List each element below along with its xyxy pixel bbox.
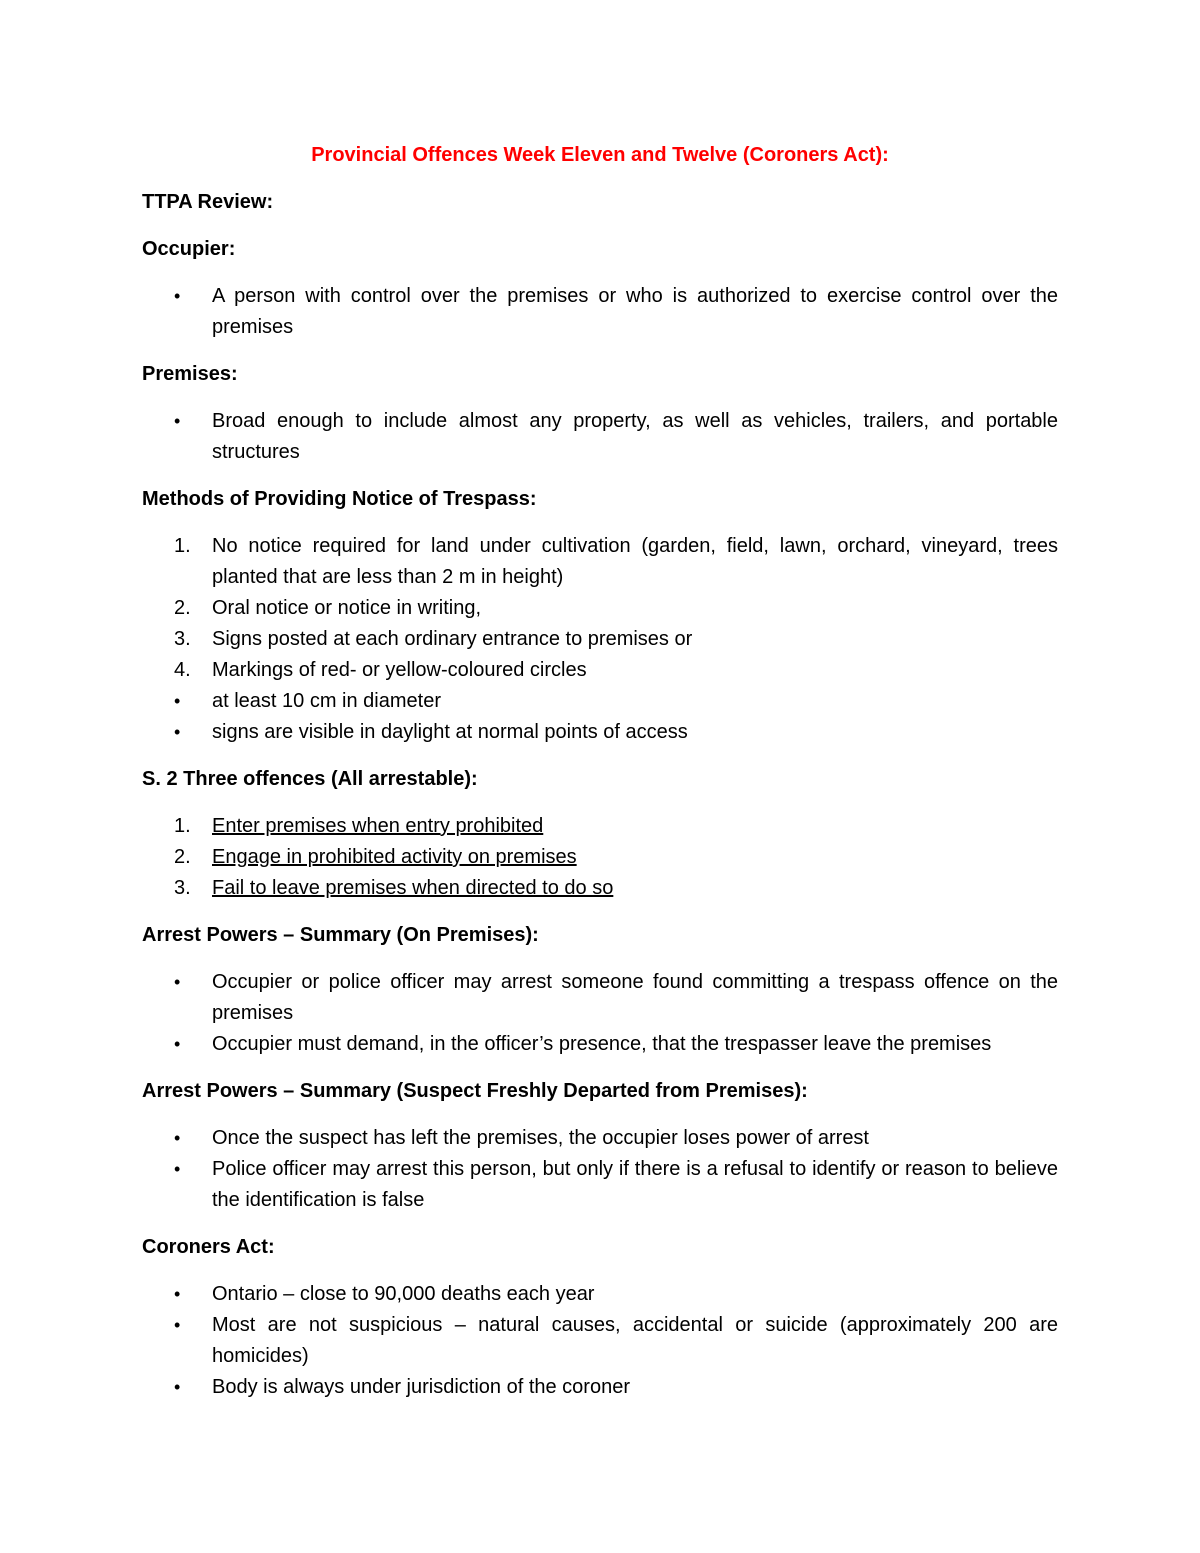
list-item: • at least 10 cm in diameter bbox=[142, 686, 1058, 717]
bullet-icon: • bbox=[174, 411, 181, 431]
arrest-departed-heading: Arrest Powers – Summary (Suspect Freshly Departed from Premises): bbox=[142, 1080, 808, 1102]
document-title: Provincial Offences Week Eleven and Twelve (Coroners Act): bbox=[311, 144, 889, 166]
list-item: 2. Engage in prohibited activity on premises bbox=[174, 846, 577, 868]
list-item: • Police officer may arrest this person, but only if there is a refusal to identify or reason to believe the identification is false bbox=[142, 1154, 1058, 1216]
coroners-act-heading: Coroners Act: bbox=[142, 1236, 275, 1258]
arrest-on-premises-list bbox=[142, 967, 1058, 1060]
list-item: • Body is always under jurisdiction of the coroner bbox=[142, 1372, 1058, 1403]
bullet-icon: • bbox=[174, 1034, 181, 1054]
list-item: • Ontario – close to 90,000 deaths each year bbox=[142, 1279, 1058, 1310]
offences-list bbox=[142, 811, 1058, 904]
bullet-icon: • bbox=[174, 1315, 181, 1335]
bullet-icon: • bbox=[174, 286, 181, 306]
list-item: 2. Oral notice or notice in writing, bbox=[174, 597, 482, 619]
occupier-heading: Occupier: bbox=[142, 238, 236, 260]
list-item: 3. Fail to leave premises when directed to do so bbox=[174, 877, 614, 899]
list-item: 4. Markings of red- or yellow-coloured circles bbox=[174, 659, 587, 681]
bullet-icon: • bbox=[174, 1128, 181, 1148]
notice-bullets bbox=[142, 686, 1058, 748]
arrest-departed-list bbox=[142, 1123, 1058, 1216]
coroners-act-list bbox=[142, 1279, 1058, 1403]
occupier-list bbox=[142, 281, 1058, 343]
list-item: • signs are visible in daylight at normal points of access bbox=[142, 717, 1058, 748]
list-item: • Most are not suspicious – natural causes, accidental or suicide (approximately 200 are homicides) bbox=[142, 1310, 1058, 1372]
bullet-icon: • bbox=[174, 1159, 181, 1179]
list-item: • Once the suspect has left the premises, the occupier loses power of arrest bbox=[142, 1123, 1058, 1154]
bullet-icon: • bbox=[174, 972, 181, 992]
notice-list bbox=[142, 531, 1058, 686]
list-item: 1. No notice required for land under cultivation (garden, field, lawn, orchard, vineyard, trees planted that are less than 2 m in height) bbox=[174, 535, 1058, 588]
ttpa-review-heading: TTPA Review: bbox=[142, 191, 274, 213]
premises-heading: Premises: bbox=[142, 363, 238, 385]
list-item: 1. Enter premises when entry prohibited bbox=[174, 815, 544, 837]
bullet-icon: • bbox=[174, 722, 181, 742]
arrest-on-premises-heading: Arrest Powers – Summary (On Premises): bbox=[142, 924, 539, 946]
list-item: • A person with control over the premises or who is authorized to exercise control over the premises bbox=[142, 281, 1058, 343]
notice-heading: Methods of Providing Notice of Trespass: bbox=[142, 488, 537, 510]
bullet-icon: • bbox=[174, 1284, 181, 1304]
list-item: • Occupier must demand, in the officer’s presence, that the trespasser leave the premises bbox=[142, 1029, 1058, 1060]
list-item: • Occupier or police officer may arrest someone found committing a trespass offence on the premises bbox=[142, 967, 1058, 1029]
list-item: 3. Signs posted at each ordinary entrance to premises or bbox=[174, 628, 693, 650]
bullet-icon: • bbox=[174, 1377, 181, 1397]
premises-list bbox=[142, 406, 1058, 468]
document-page bbox=[142, 140, 1058, 1419]
bullet-icon: • bbox=[174, 691, 181, 711]
list-item: • Broad enough to include almost any property, as well as vehicles, trailers, and portable structures bbox=[142, 406, 1058, 468]
offences-heading: S. 2 Three offences (All arrestable): bbox=[142, 768, 478, 790]
